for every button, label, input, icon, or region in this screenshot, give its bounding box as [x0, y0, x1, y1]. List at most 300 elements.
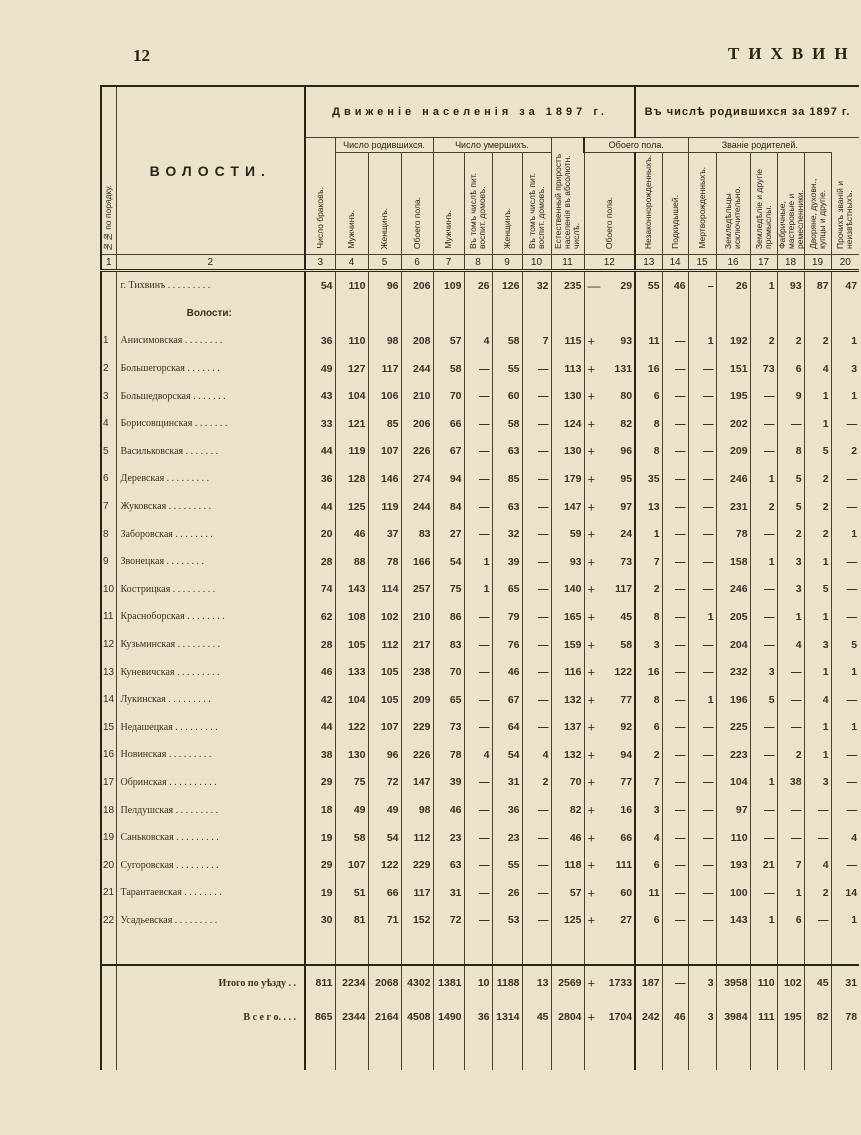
cell-value: 5	[750, 686, 777, 714]
cell-growth	[584, 520, 635, 548]
cell-value: 130	[551, 438, 584, 466]
header-subcolumn	[522, 153, 551, 255]
cell-value: —	[522, 355, 551, 383]
cell-value: 1	[750, 769, 777, 797]
growth-sign: +	[587, 912, 596, 928]
cell-value: 42	[305, 686, 335, 714]
growth-value: 131	[614, 362, 633, 375]
cell-value: 125	[551, 907, 584, 935]
header-subcolumn	[777, 153, 804, 255]
cell-value: 5	[831, 631, 859, 659]
cell-value: 110	[335, 327, 368, 355]
volost-name: г. Тихвинъ . . . . . . . . .	[116, 271, 305, 300]
empty-cell	[804, 1034, 831, 1070]
cell-value: 19	[305, 879, 335, 907]
table-row	[101, 410, 859, 438]
cell-value: —	[688, 796, 716, 824]
cell-value: 105	[368, 686, 401, 714]
header-volosts: ВОЛОСТИ.	[149, 162, 271, 179]
cell-value: 114	[368, 576, 401, 604]
cell-value: 5	[777, 493, 804, 521]
cell-value: 65	[492, 576, 522, 604]
cell-value: 4	[464, 741, 492, 769]
header-subcolumn	[804, 153, 831, 255]
cell-value: —	[750, 603, 777, 631]
table-row	[101, 382, 859, 410]
cell-value: 5	[804, 438, 831, 466]
volost-name: Лукинская . . . . . . . . .	[116, 686, 305, 714]
column-number: 20	[831, 255, 859, 271]
table-row	[101, 327, 859, 355]
cell-value: 3958	[716, 965, 750, 1000]
cell-value: 63	[492, 438, 522, 466]
row-number: 4	[101, 410, 116, 438]
cell-value: 4	[635, 824, 662, 852]
cell-value: —	[750, 879, 777, 907]
empty-cell	[464, 300, 492, 328]
growth-value: 111	[615, 859, 633, 872]
cell-value: 4508	[401, 1000, 433, 1034]
cell-value: 19	[305, 824, 335, 852]
growth-sign: +	[587, 471, 596, 487]
cell-value: 38	[305, 741, 335, 769]
cell-value: —	[662, 493, 688, 521]
empty-cell	[401, 934, 433, 965]
cell-value: 1	[688, 686, 716, 714]
empty-cell	[305, 934, 335, 965]
growth-sign: +	[587, 719, 596, 735]
cell-value: 86	[433, 603, 464, 631]
empty-cell	[716, 934, 750, 965]
table-row	[101, 271, 859, 300]
empty-cell	[831, 1034, 859, 1070]
cell-value: 3	[777, 548, 804, 576]
cell-value: 18	[305, 796, 335, 824]
cell-value: 3	[635, 631, 662, 659]
empty-cell	[804, 934, 831, 965]
empty-cell	[584, 1034, 635, 1070]
cell-value: 6	[635, 907, 662, 935]
cell-value: 32	[492, 520, 522, 548]
cell-value: 84	[433, 493, 464, 521]
cell-value: 82	[804, 1000, 831, 1034]
cell-value: 7	[777, 851, 804, 879]
cell-value: —	[522, 493, 551, 521]
cell-value: —	[662, 576, 688, 604]
cell-value: 242	[635, 1000, 662, 1034]
empty-cell	[750, 300, 777, 328]
volost-name: Красноборская . . . . . . . .	[116, 603, 305, 631]
cell-value: 57	[433, 327, 464, 355]
cell-value: —	[464, 824, 492, 852]
cell-value: —	[522, 631, 551, 659]
cell-value: 9	[777, 382, 804, 410]
cell-value: 143	[335, 576, 368, 604]
cell-value: —	[464, 714, 492, 742]
cell-value: 3	[777, 576, 804, 604]
growth-value: 1733	[608, 977, 633, 990]
header-subcolumn	[662, 153, 688, 255]
cell-value: 108	[335, 603, 368, 631]
growth-value: 24	[620, 528, 633, 541]
volost-name: Большедворская . . . . . . .	[116, 382, 305, 410]
growth-sign: +	[587, 609, 596, 625]
header-natural-growth: Естественный приростъ населенія въ абсолютн. числѣ.	[552, 153, 581, 249]
growth-sign: +	[587, 554, 596, 570]
cell-value: 113	[551, 355, 584, 383]
cell-value: 117	[368, 355, 401, 383]
cell-value: —	[464, 879, 492, 907]
cell-value: —	[688, 382, 716, 410]
cell-value: 1	[635, 520, 662, 548]
cell-value: 8	[777, 438, 804, 466]
cell-value: 193	[716, 851, 750, 879]
cell-value: 85	[368, 410, 401, 438]
cell-value: —	[688, 410, 716, 438]
table-row	[101, 520, 859, 548]
cell-value: 46	[662, 271, 688, 300]
table-row	[101, 824, 859, 852]
cell-value: 208	[401, 327, 433, 355]
header-subcolumn-label: Въ томъ числѣ пит. воспит. домовъ.	[468, 172, 487, 249]
cell-value: 31	[433, 879, 464, 907]
growth-value: 1704	[608, 1011, 633, 1024]
empty-cell	[716, 1034, 750, 1070]
header-subcolumn	[401, 153, 433, 255]
volost-name: Саньковская . . . . . . . . .	[116, 824, 305, 852]
cell-value: —	[831, 410, 859, 438]
cell-value: 4302	[401, 965, 433, 1000]
header-subcolumn-label: Незаконнорожденныхъ.	[643, 154, 654, 249]
cell-value: 2	[777, 741, 804, 769]
header-births-breakdown: Въ числѣ родившихся за 1897 г.	[644, 106, 851, 118]
volost-name: Большегорская . . . . . . .	[116, 355, 305, 383]
volost-name: Недашецкая . . . . . . . . .	[116, 714, 305, 742]
cell-value: —	[522, 382, 551, 410]
header-subcolumn	[433, 153, 464, 255]
cell-value: —	[688, 824, 716, 852]
cell-value: 195	[716, 382, 750, 410]
cell-value: 1314	[492, 1000, 522, 1034]
cell-value: —	[777, 686, 804, 714]
table-row	[101, 603, 859, 631]
growth-value: 80	[620, 390, 633, 403]
header-subcolumn	[831, 153, 859, 255]
cell-value: 244	[401, 493, 433, 521]
empty-cell	[551, 300, 584, 328]
cell-value: 107	[335, 851, 368, 879]
cell-value: —	[662, 658, 688, 686]
empty-cell	[492, 1034, 522, 1070]
cell-value: 28	[305, 548, 335, 576]
volost-name: Борисовщинская . . . . . . .	[116, 410, 305, 438]
header-parents-status: Званіе родителей.	[688, 138, 831, 153]
cell-value: —	[688, 548, 716, 576]
cell-value: 1	[831, 907, 859, 935]
cell-value: 36	[305, 465, 335, 493]
volost-name: Тарантаевская . . . . . . . .	[116, 879, 305, 907]
empty-cell	[688, 934, 716, 965]
column-number: 10	[522, 255, 551, 271]
cell-value: 7	[522, 327, 551, 355]
cell-value: 55	[492, 355, 522, 383]
cell-value: 1	[804, 548, 831, 576]
cell-value: —	[662, 548, 688, 576]
header-subcolumn	[335, 153, 368, 255]
cell-value: 98	[368, 327, 401, 355]
growth-value: 82	[620, 417, 633, 430]
cell-value: 192	[716, 327, 750, 355]
growth-value: 97	[620, 500, 633, 513]
cell-value: 217	[401, 631, 433, 659]
header-subcolumn-label: Обоего пола.	[411, 196, 422, 249]
cell-value: 202	[716, 410, 750, 438]
row-number: 17	[101, 769, 116, 797]
row-number: 14	[101, 686, 116, 714]
cell-value: 125	[335, 493, 368, 521]
empty-cell	[305, 300, 335, 328]
row-number	[101, 1000, 116, 1034]
cell-value: 36	[464, 1000, 492, 1034]
cell-value: 2	[804, 327, 831, 355]
growth-sign: —	[587, 278, 601, 294]
cell-value: 46	[492, 658, 522, 686]
cell-value: 45	[804, 965, 831, 1000]
cell-value: 196	[716, 686, 750, 714]
cell-growth	[584, 1000, 635, 1034]
cell-value: —	[464, 686, 492, 714]
column-number: 6	[401, 255, 433, 271]
cell-value: 16	[635, 355, 662, 383]
cell-value: 2068	[368, 965, 401, 1000]
cell-value: —	[688, 355, 716, 383]
cell-value: 94	[433, 465, 464, 493]
cell-value: —	[777, 796, 804, 824]
cell-value: 246	[716, 576, 750, 604]
cell-value: 110	[716, 824, 750, 852]
cell-value: 49	[305, 355, 335, 383]
cell-value: —	[804, 796, 831, 824]
cell-growth	[584, 603, 635, 631]
volost-name: Сугоровская . . . . . . . . .	[116, 851, 305, 879]
cell-value: 87	[804, 271, 831, 300]
cell-value: —	[688, 714, 716, 742]
row-number: 16	[101, 741, 116, 769]
cell-value: —	[464, 465, 492, 493]
cell-value: 121	[335, 410, 368, 438]
column-number: 4	[335, 255, 368, 271]
column-number: 5	[368, 255, 401, 271]
growth-value: 73	[620, 555, 633, 568]
volost-name: Звонецкая . . . . . . . .	[116, 548, 305, 576]
header-order-number: №№ по порядку.	[103, 184, 114, 252]
cell-value: 112	[368, 631, 401, 659]
growth-sign: +	[587, 747, 596, 763]
header-subcolumn-label: Мужчинъ.	[346, 210, 356, 249]
cell-value: 78	[831, 1000, 859, 1034]
cell-value: 32	[522, 271, 551, 300]
cell-value: 63	[433, 851, 464, 879]
cell-value: —	[662, 741, 688, 769]
cell-value: 2	[777, 327, 804, 355]
cell-value: 151	[716, 355, 750, 383]
table-row	[101, 548, 859, 576]
growth-value: 45	[620, 610, 633, 623]
cell-value: 73	[750, 355, 777, 383]
cell-value: —	[831, 493, 859, 521]
table-row	[101, 438, 859, 466]
cell-value: 44	[305, 714, 335, 742]
cell-value: 146	[368, 465, 401, 493]
header-subcolumn-label: Обоего пола.	[603, 196, 614, 249]
cell-value: —	[777, 410, 804, 438]
growth-sign: +	[587, 388, 596, 404]
cell-value: 8	[635, 410, 662, 438]
table-row	[101, 465, 859, 493]
cell-value: —	[522, 686, 551, 714]
cell-value: —	[831, 796, 859, 824]
cell-value: 166	[401, 548, 433, 576]
cell-value: 54	[433, 548, 464, 576]
cell-value: 13	[522, 965, 551, 1000]
header-both-sexes: Обоего пола.	[584, 138, 688, 153]
growth-value: 60	[620, 886, 633, 899]
cell-value: —	[522, 851, 551, 879]
cell-value: 10	[464, 965, 492, 1000]
row-number: 7	[101, 493, 116, 521]
cell-value: 110	[335, 271, 368, 300]
growth-sign: +	[587, 885, 596, 901]
empty-cell	[804, 300, 831, 328]
cell-value: 43	[305, 382, 335, 410]
cell-value: 117	[401, 879, 433, 907]
cell-value: 3	[750, 658, 777, 686]
cell-value: —	[662, 714, 688, 742]
cell-value: 3	[804, 769, 831, 797]
cell-value: 58	[492, 327, 522, 355]
cell-value: 1	[804, 410, 831, 438]
cell-value: 74	[305, 576, 335, 604]
cell-value: 67	[492, 686, 522, 714]
header-population-movement: Движеніе населенія за 1897 г.	[332, 106, 608, 118]
cell-value: 98	[401, 796, 433, 824]
cell-value: 44	[305, 493, 335, 521]
cell-value: 46	[433, 796, 464, 824]
cell-value: 2	[522, 769, 551, 797]
cell-value: 11	[635, 327, 662, 355]
row-number: 2	[101, 355, 116, 383]
header-subcolumn-label: Фабричные, мастеровые и ремесленники.	[776, 190, 805, 249]
growth-sign: +	[587, 830, 596, 846]
cell-value: 72	[433, 907, 464, 935]
cell-value: —	[662, 410, 688, 438]
volosts-label-row	[101, 300, 859, 328]
cell-value: 4	[464, 327, 492, 355]
cell-value: 1	[750, 907, 777, 935]
empty-cell	[464, 934, 492, 965]
cell-value: 1	[831, 520, 859, 548]
cell-value: —	[662, 769, 688, 797]
cell-value: —	[464, 851, 492, 879]
growth-sign: +	[587, 774, 596, 790]
cell-value: —	[750, 382, 777, 410]
cell-value: 1	[750, 548, 777, 576]
cell-value: 73	[433, 714, 464, 742]
cell-value: 6	[635, 851, 662, 879]
header-subcolumn	[464, 153, 492, 255]
empty-cell	[492, 300, 522, 328]
cell-value: 210	[401, 382, 433, 410]
cell-value: 1	[831, 658, 859, 686]
empty-cell	[522, 1034, 551, 1070]
cell-growth	[584, 796, 635, 824]
cell-value: 67	[433, 438, 464, 466]
cell-value: 122	[335, 714, 368, 742]
cell-value: 187	[635, 965, 662, 1000]
cell-value: 2	[804, 493, 831, 521]
cell-value: —	[831, 741, 859, 769]
column-number: 16	[716, 255, 750, 271]
cell-value: 2344	[335, 1000, 368, 1034]
cell-value: —	[522, 796, 551, 824]
column-number: 15	[688, 255, 716, 271]
cell-value: —	[688, 658, 716, 686]
cell-value: 78	[716, 520, 750, 548]
cell-value: —	[831, 548, 859, 576]
cell-value: 865	[305, 1000, 335, 1034]
growth-sign: +	[587, 443, 596, 459]
volost-name: Усадьевская . . . . . . . . .	[116, 907, 305, 935]
cell-value: 104	[716, 769, 750, 797]
header-subcolumn	[368, 153, 401, 255]
cell-value: 100	[716, 879, 750, 907]
cell-value: 4	[804, 851, 831, 879]
cell-value: —	[750, 741, 777, 769]
cell-value: —	[750, 796, 777, 824]
cell-value: 165	[551, 603, 584, 631]
cell-value: 210	[401, 603, 433, 631]
growth-value: 122	[614, 666, 633, 679]
volost-name: Новинская . . . . . . . . .	[116, 741, 305, 769]
header-subcolumn	[492, 153, 522, 255]
table-row	[101, 686, 859, 714]
empty-cell	[492, 934, 522, 965]
cell-value: —	[522, 410, 551, 438]
cell-value: 1490	[433, 1000, 464, 1034]
spacer-row	[101, 1034, 859, 1070]
empty-cell	[688, 300, 716, 328]
row-number: 10	[101, 576, 116, 604]
volosts-label: Волости:	[116, 300, 305, 328]
header-subcolumn-label: Подкидышей.	[669, 195, 680, 249]
cell-value: —	[464, 355, 492, 383]
cell-value: 35	[635, 465, 662, 493]
cell-value: —	[662, 796, 688, 824]
empty-cell	[335, 934, 368, 965]
cell-value: 70	[433, 382, 464, 410]
cell-value: 36	[305, 327, 335, 355]
cell-value: 226	[401, 438, 433, 466]
cell-value: 115	[551, 327, 584, 355]
cell-value: —	[750, 576, 777, 604]
cell-value: 127	[335, 355, 368, 383]
cell-value: 78	[368, 548, 401, 576]
cell-value: –	[688, 271, 716, 300]
cell-value: 229	[401, 714, 433, 742]
empty-cell	[777, 934, 804, 965]
cell-value: —	[522, 907, 551, 935]
table-row	[101, 493, 859, 521]
